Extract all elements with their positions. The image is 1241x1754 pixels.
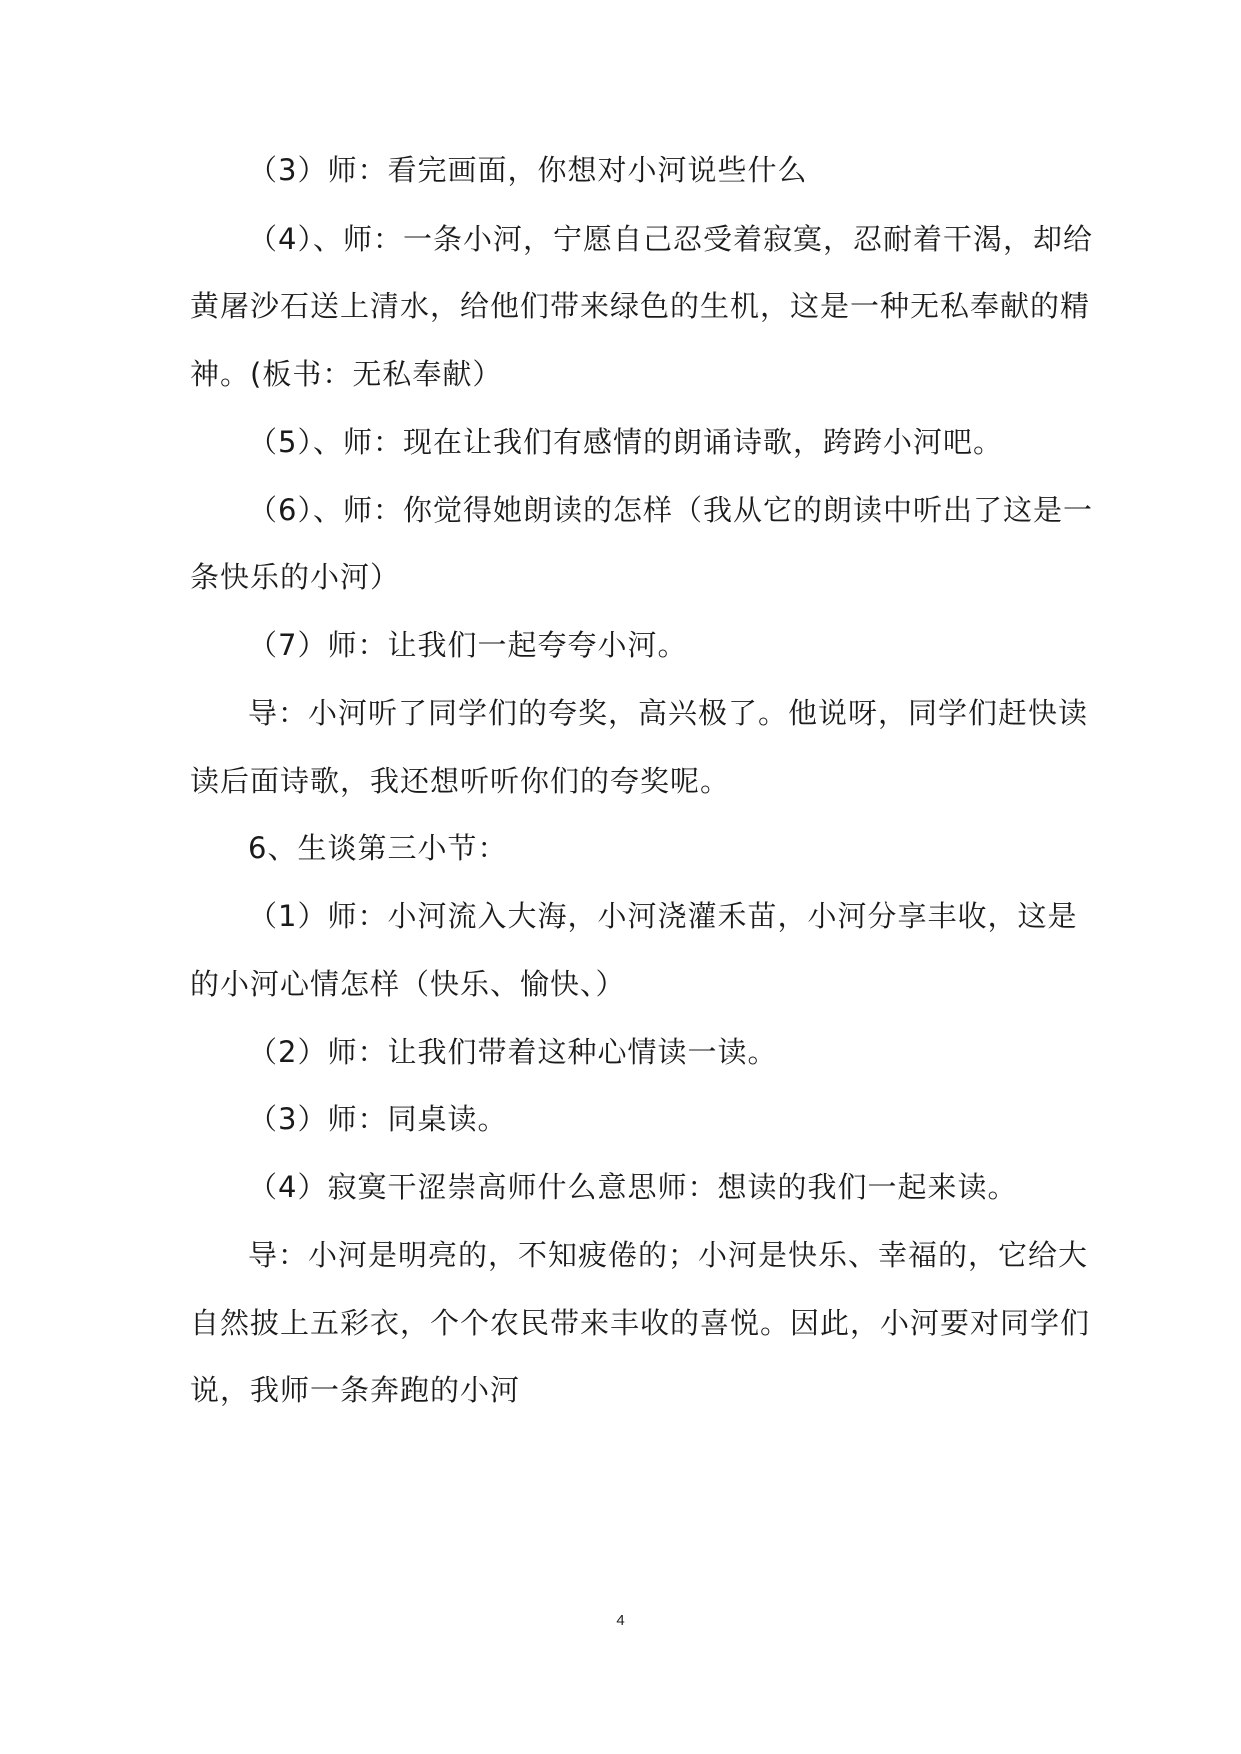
paragraph-line: （3）师：同桌读。 [248,1102,508,1136]
paragraph-line: （4）、师：一条小河，宁愿自己忍受着寂寞，忍耐着干渴，却给 [248,222,1093,256]
paragraph-line: 导：小河是明亮的，不知疲倦的；小河是快乐、幸福的，它给大 [248,1238,1089,1272]
paragraph-line: （5）、师：现在让我们有感情的朗诵诗歌，跨跨小河吧。 [248,425,1003,459]
paragraph-line: 的小河心情怎样（快乐、愉快、） [190,967,626,1001]
paragraph-line: 神。(板书：无私奉献） [190,357,503,391]
paragraph-line: 黄屠沙石送上清水，给他们带来绿色的生机，这是一种无私奉献的精 [190,289,1091,323]
paragraph-line: （7）师：让我们一起夸夸小河。 [248,628,688,662]
paragraph-line: （2）师：让我们带着这种心情读一读。 [248,1035,778,1069]
paragraph-line: （1）师：小河流入大海，小河浇灌禾苗，小河分享丰收，这是 [248,899,1078,933]
paragraph-line: 自然披上五彩衣，个个农民带来丰收的喜悦。因此，小河要对同学们 [190,1306,1091,1340]
paragraph-line: 读后面诗歌，我还想听听你们的夸奖呢。 [190,764,731,798]
paragraph-line: 说，我师一条奔跑的小河 [190,1373,521,1407]
page-number: 4 [616,1612,625,1629]
paragraph-line: （4）寂寞干涩崇高师什么意思师：想读的我们一起来读。 [248,1170,1018,1204]
paragraph-line: （6）、师：你觉得她朗读的怎样（我从它的朗读中听出了这是一 [248,493,1093,527]
paragraph-line: （3）师：看完画面，你想对小河说些什么 [248,153,808,187]
section-heading: 6、生谈第三小节： [248,831,508,865]
paragraph-line: 导：小河听了同学们的夸奖，高兴极了。他说呀，同学们赶快读 [248,696,1089,730]
paragraph-line: 条快乐的小河） [190,560,401,594]
